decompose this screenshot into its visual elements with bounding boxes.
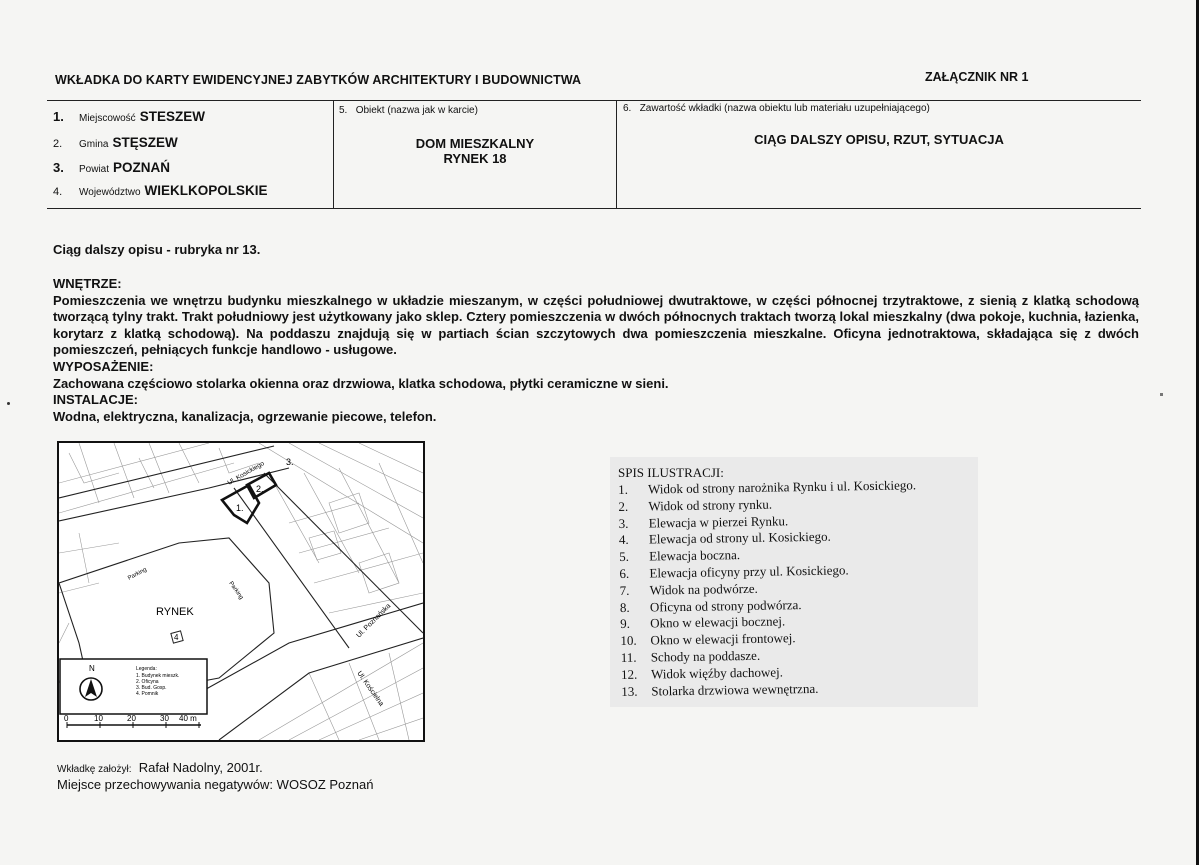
- list-item: 7. Widok na podwórze.: [619, 580, 758, 598]
- author-line: Wkładkę założył: Rafał Nadolny, 2001r.: [57, 760, 263, 775]
- scale-bar: [64, 714, 201, 728]
- table-divider-2: [616, 100, 617, 208]
- table-bottom-line: [47, 208, 1141, 209]
- illustrations-panel: [610, 457, 978, 707]
- description-body: [53, 276, 1139, 425]
- field-county: 3. Powiat POZNAŃ: [53, 160, 171, 175]
- field-voivodeship: 4. Województwo WIEKLKOPOLSKIE: [53, 183, 268, 198]
- interior-title: WNĘTRZE:: [53, 276, 122, 291]
- description-heading: Ciąg dalszy opisu - rubryka nr 13.: [53, 242, 261, 257]
- list-item: 12. Widok więźby dachowej.: [620, 664, 784, 682]
- svg-text:3. Bud. Gosp.: 3. Bud. Gosp.: [136, 685, 167, 691]
- equipment-text: Zachowana częściowo stolarka okienna oraz drzwiowa, klatka schodowa, płytki ceramiczne w sieni.: [53, 375, 669, 391]
- negatives-line: Miejsce przechowywania negatywów: WOSOZ Poznań: [57, 777, 374, 792]
- equipment-title: WYPOSAŻENIE:: [53, 358, 154, 374]
- parking-label-1: Parking: [127, 566, 148, 582]
- installations-text: Wodna, elektryczna, kanalizacja, ogrzewanie piecowe, telefon.: [53, 408, 437, 424]
- street-label-poznanska: Ul. Poznańska: [355, 602, 393, 640]
- marker-building-3: 3.: [286, 457, 294, 467]
- list-item: 3. Elewacja w pierzei Rynku.: [618, 512, 789, 531]
- list-item: 5. Elewacja boczna.: [619, 547, 741, 565]
- north-label: N: [89, 664, 95, 673]
- list-item: 6. Elewacja oficyny przy ul. Kosickiego.: [619, 562, 849, 581]
- list-item: 4. Elewacja od strony ul. Kosickiego.: [618, 529, 831, 548]
- svg-text:2. Oficyna: 2. Oficyna: [136, 679, 159, 685]
- illustrations-list: [618, 477, 919, 700]
- scan-speck: [7, 402, 10, 405]
- contents-label: 6. Zawartość wkładki (nazwa obiektu lub materiału uzupełniającego): [623, 103, 930, 114]
- svg-text:30: 30: [160, 714, 169, 723]
- street-label-kosickiego: Ul. Kosickiego: [226, 460, 266, 487]
- map-legend: [60, 659, 207, 714]
- list-item: 11. Schody na poddasze.: [620, 647, 761, 665]
- table-top-line: [47, 100, 1141, 101]
- svg-text:4. Pomnik: 4. Pomnik: [136, 691, 159, 697]
- object-label: 5. Obiekt (nazwa jak w karcie): [339, 105, 478, 116]
- illustrations-title: SPIS ILUSTRACJI:: [618, 465, 724, 480]
- parking-label-2: Parking: [227, 580, 244, 601]
- contents-value: CIĄG DALSZY OPISU, RZUT, SYTUACJA: [754, 132, 1004, 147]
- svg-text:40 m: 40 m: [179, 714, 197, 723]
- svg-text:1. Budynek mieszk.: 1. Budynek mieszk.: [136, 673, 180, 679]
- square-label: RYNEK: [156, 606, 194, 618]
- list-item: 8. Oficyna od strony podwórza.: [619, 596, 802, 615]
- list-item: 9. Okno w elewacji bocznej.: [620, 613, 786, 632]
- list-item: 2. Widok od strony rynku.: [618, 496, 773, 514]
- svg-text:10: 10: [94, 714, 103, 723]
- svg-text:Legenda:: Legenda:: [136, 666, 157, 672]
- marker-building-1: 1.: [236, 503, 244, 513]
- document-title: WKŁADKA DO KARTY EWIDENCYJNEJ ZABYTKÓW ARCHITEKTURY I BUDOWNICTWA: [55, 73, 582, 87]
- field-town: 1. Miejscowość STESZEW: [53, 109, 205, 124]
- list-item: 1. Widok od strony narożnika Rynku i ul. Kosickiego.: [618, 477, 917, 497]
- marker-building-2: 2.: [256, 484, 264, 494]
- scan-speck: [1160, 393, 1163, 396]
- installations-title: INSTALACJE:: [53, 392, 138, 408]
- svg-text:20: 20: [127, 714, 136, 723]
- field-commune: 2. Gmina STĘSZEW: [53, 135, 178, 150]
- list-item: 10. Okno w elewacji frontowej.: [620, 630, 796, 649]
- situation-map: [57, 441, 425, 742]
- object-name: DOM MIESZKALNY RYNEK 18: [415, 136, 535, 166]
- svg-text:0: 0: [64, 714, 69, 723]
- street-label-koscielna: Ul. Kościelna: [355, 670, 385, 708]
- annex-label: ZAŁĄCZNIK NR 1: [925, 70, 1029, 84]
- list-item: 13. Stolarka drzwiowa wewnętrzna.: [621, 680, 819, 699]
- marker-monument-4: 4: [174, 633, 179, 642]
- interior-text: Pomieszczenia we wnętrzu budynku mieszkalnego w układzie mieszanym, w części południowej dwutraktowe, w części północnej trzytraktowe, z sienią z klatką schodową tworzącą tylny trakt. Trakt południowy jest użytkowany jako sklep. Cztery pomieszczenia w dwóch północnych traktach tworzą lokal mieszkalny (dwa pokoje, kuchnia, łazienka, korytarz z klatką schodową). Na poddaszu znajdują się w partiach ścian szczytowych dwa pomieszczenia mieszkalne. Oficyna jednotraktowa, składająca się z dwóch pomieszczeń, pełniących funkcje handlowo - usługowe.: [53, 292, 1139, 358]
